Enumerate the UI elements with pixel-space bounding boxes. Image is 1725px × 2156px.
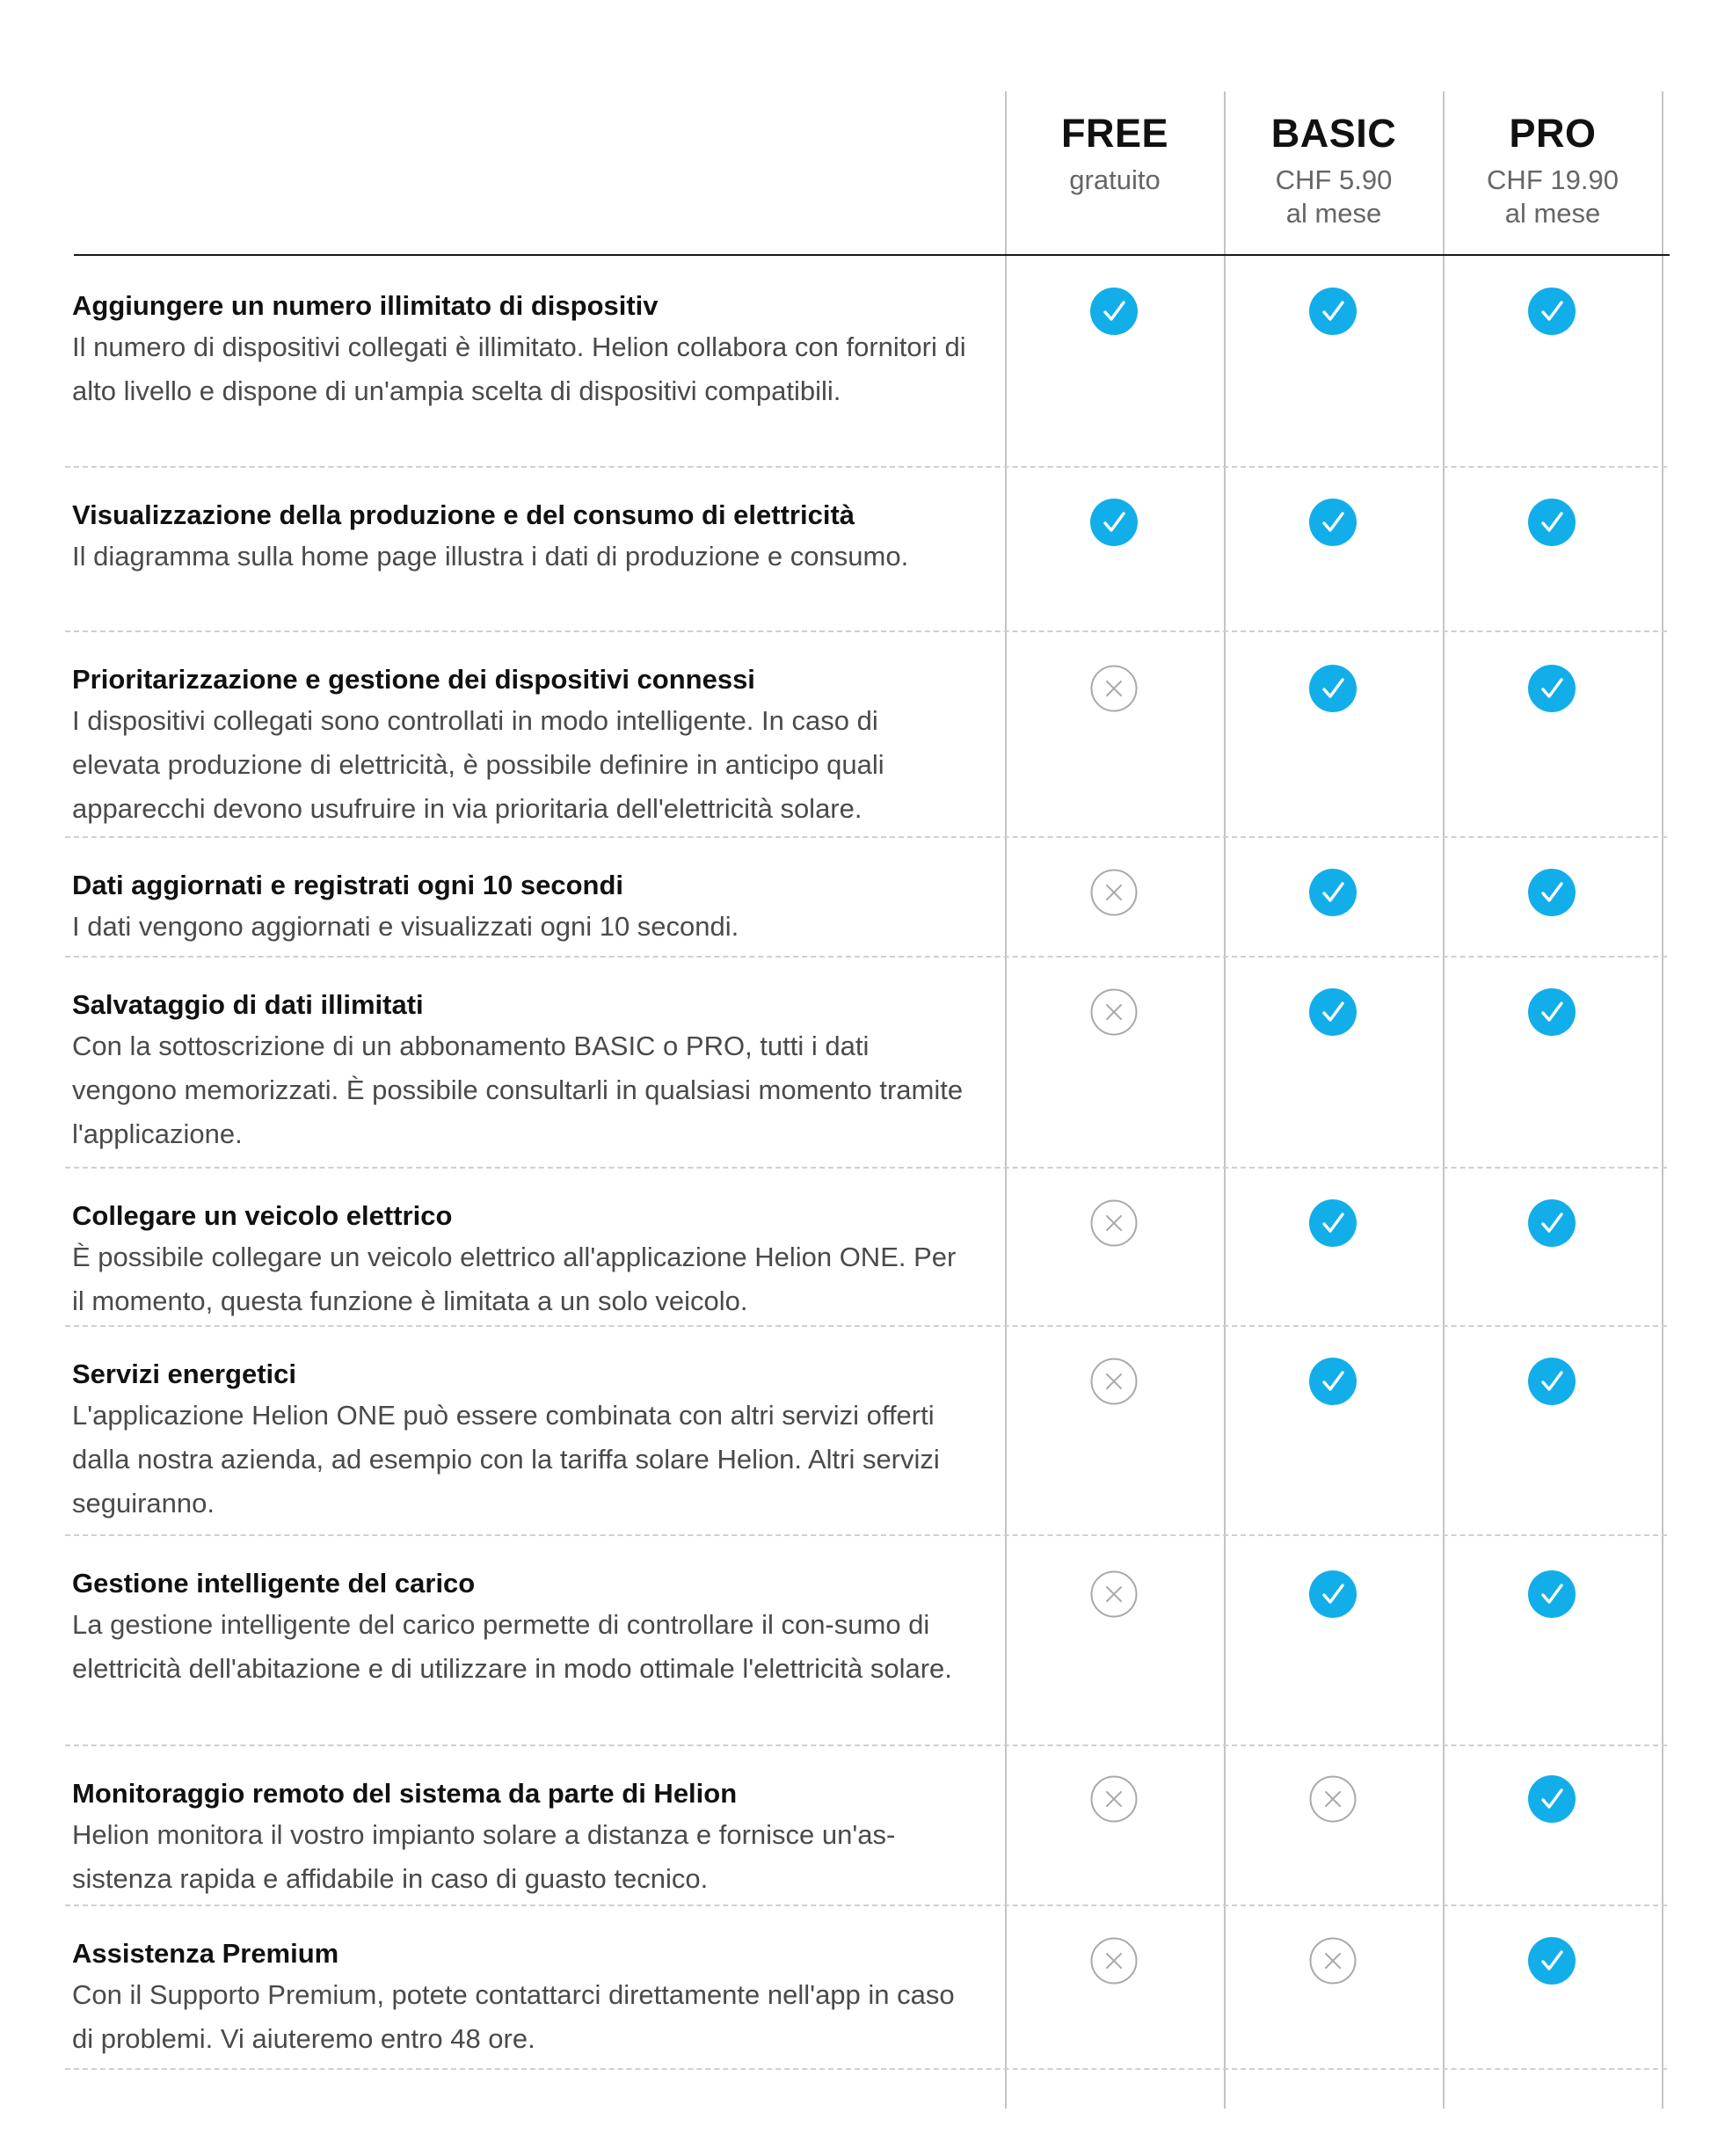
check-icon-pro — [1527, 1936, 1576, 1985]
feature-description: L'applicazione Helion ONE può essere combinata con altri servizi offerti dalla nostra azienda, ad esempio con la tariffa solare Helion. Altri servizi seguiranno. — [72, 1400, 940, 1519]
feature-text — [72, 1774, 969, 1901]
feature-row — [65, 1905, 1667, 2070]
feature-text — [72, 287, 969, 413]
check-icon-basic — [1308, 1357, 1357, 1406]
feature-row — [65, 466, 1667, 632]
feature-description: I dispositivi collegati sono controllati in modo intelligente. In caso di elevata produzione di elettricità, è possibile definire in anticipo quali apparecchi devono usufruire in via prioritaria dell'elettricità solare. — [72, 705, 884, 824]
feature-description: Helion monitora il vostro impianto solare a distanza e fornisce un'as-sistenza rapida e affidabile in caso di guasto tecnico. — [72, 1819, 896, 1894]
check-icon-pro — [1527, 987, 1576, 1037]
plan-price: CHF 19.90 — [1487, 164, 1619, 195]
plan-name: FREE — [1060, 111, 1168, 156]
cross-icon-free — [1089, 1774, 1139, 1824]
feature-title: Assistenza Premium — [72, 1938, 339, 1969]
feature-description: Il diagramma sulla home page illustra i dati di produzione e consumo. — [72, 541, 909, 572]
check-icon-pro — [1527, 498, 1576, 547]
check-icon-pro — [1527, 1198, 1576, 1248]
feature-title: Gestione intelligente del carico — [72, 1568, 476, 1599]
feature-title: Salvataggio di dati illimitati — [72, 989, 424, 1020]
feature-text — [72, 496, 969, 579]
feature-description: È possibile collegare un veicolo elettrico all'applicazione Helion ONE. Per il momento, questa funzione è limitata a un solo veicolo. — [72, 1242, 957, 1316]
cross-icon-free — [1089, 987, 1139, 1037]
feature-text — [72, 1197, 969, 1323]
feature-row — [65, 956, 1667, 1169]
check-icon-basic — [1308, 664, 1357, 713]
cross-icon-free — [1089, 1357, 1139, 1406]
feature-row — [65, 1325, 1667, 1536]
feature-row — [65, 257, 1667, 468]
plan-name: BASIC — [1270, 111, 1397, 156]
check-icon-pro — [1527, 868, 1576, 917]
feature-row — [65, 630, 1667, 838]
feature-text — [72, 986, 969, 1156]
feature-text — [72, 1934, 969, 2061]
feature-text — [72, 660, 969, 831]
plan-period: al mese — [1504, 197, 1601, 229]
plan-header-basic — [1225, 111, 1443, 230]
feature-row — [65, 1167, 1667, 1327]
plan-name: PRO — [1509, 111, 1597, 156]
feature-description: Il numero di dispositivi collegati è illimitato. Helion collabora con fornitori di alto livello e dispone di un'ampia scelta di dispositivi compatibili. — [72, 331, 966, 406]
check-icon-free — [1089, 498, 1139, 547]
feature-description: La gestione intelligente del carico permette di controllare il con-sumo di elettricità dell'abitazione e di utilizzare in modo ottimale l'elettricità solare. — [72, 1609, 952, 1684]
cross-icon-free — [1089, 1936, 1139, 1985]
plan-header-free — [1006, 111, 1224, 197]
feature-description: Con la sottoscrizione di un abbonamento BASIC o PRO, tutti i dati vengono memorizzati. È possibile consultarli in qualsiasi momento tramite l'applicazione. — [72, 1031, 964, 1149]
plan-price: gratuito — [1069, 164, 1161, 195]
cross-icon-basic — [1308, 1774, 1357, 1824]
feature-description: Con il Supporto Premium, potete contattarci direttamente nell'app in caso di problemi. Vi aiuteremo entro 48 ore. — [72, 1979, 955, 2054]
feature-title: Dati aggiornati e registrati ogni 10 secondi — [72, 870, 624, 900]
cross-icon-free — [1089, 1570, 1139, 1619]
feature-title: Visualizzazione della produzione e del consumo di elettricità — [72, 499, 855, 530]
feature-description: I dati vengono aggiornati e visualizzati ogni 10 secondi. — [72, 911, 739, 942]
feature-text — [72, 866, 969, 949]
check-icon-pro — [1527, 1774, 1576, 1824]
feature-title: Servizi energetici — [72, 1358, 297, 1389]
check-icon-pro — [1527, 287, 1576, 336]
feature-text — [72, 1355, 969, 1526]
cross-icon-free — [1089, 664, 1139, 713]
feature-title: Prioritarizzazione e gestione dei dispositivi connessi — [72, 664, 755, 695]
check-icon-free — [1089, 287, 1139, 336]
feature-row — [65, 836, 1667, 958]
feature-row — [65, 1534, 1667, 1746]
check-icon-pro — [1527, 1570, 1576, 1619]
cross-icon-basic — [1308, 1936, 1357, 1985]
check-icon-basic — [1308, 987, 1357, 1037]
check-icon-basic — [1308, 868, 1357, 917]
check-icon-pro — [1527, 664, 1576, 713]
header-divider — [74, 254, 1670, 256]
feature-title: Aggiungere un numero illimitato di dispositiv — [72, 290, 659, 321]
feature-title: Collegare un veicolo elettrico — [72, 1200, 453, 1231]
cross-icon-free — [1089, 1198, 1139, 1248]
feature-title: Monitoraggio remoto del sistema da parte di Helion — [72, 1778, 738, 1809]
check-icon-basic — [1308, 498, 1357, 547]
plan-period: al mese — [1285, 197, 1382, 229]
plan-price: CHF 5.90 — [1275, 164, 1393, 195]
check-icon-basic — [1308, 1570, 1357, 1619]
plan-header-pro — [1444, 111, 1662, 230]
check-icon-pro — [1527, 1357, 1576, 1406]
feature-row — [65, 1744, 1667, 1906]
check-icon-basic — [1308, 1198, 1357, 1248]
check-icon-basic — [1308, 287, 1357, 336]
feature-text — [72, 1564, 969, 1691]
cross-icon-free — [1089, 868, 1139, 917]
